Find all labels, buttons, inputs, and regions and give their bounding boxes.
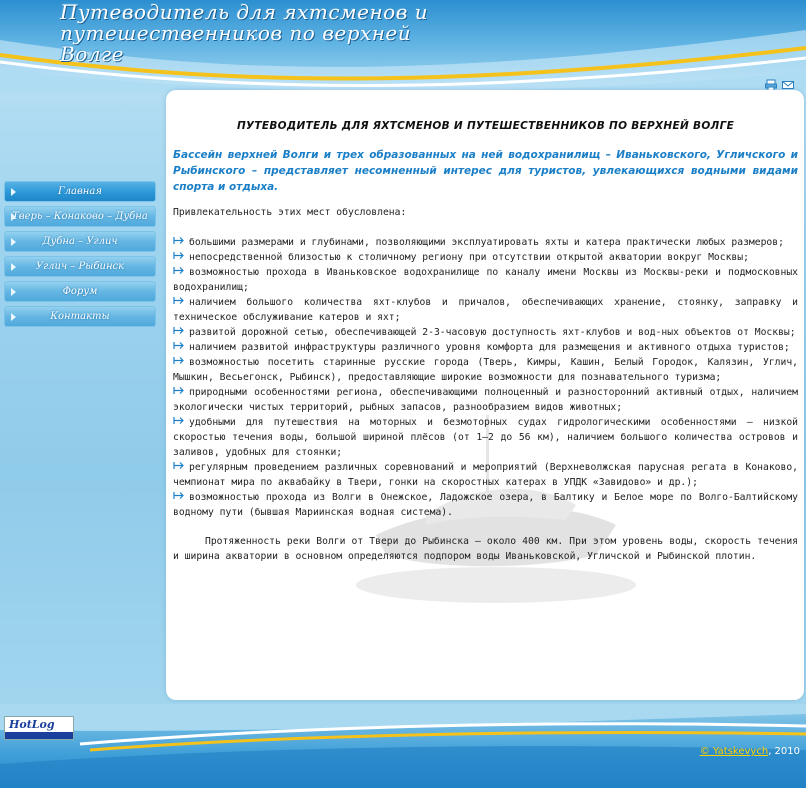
list-item-text: природными особенностями региона, обеспечивающими полноценный и разносторонний активный отдых, наличием экологически чистых территорий, рыбных запасов, разнообразием видов животных; [173, 387, 798, 413]
bullet-arrow-icon [173, 461, 185, 470]
sidebar-menu [4, 181, 156, 331]
closing-paragraph: Протяженность реки Волги от Твери до Рыбинска – около 400 км. При этом уровень воды, скорость течения и ширина акватории в основном определяются подпором воды Иваньковской, Угличской и Рыбинской плотин. [173, 536, 798, 562]
menu-item-label: Углич – Рыбинск [35, 261, 125, 272]
menu-item-contacts[interactable] [4, 306, 156, 327]
counter-label: HotLog [9, 718, 55, 731]
chevron-right-icon [11, 313, 16, 321]
intro-paragraph: Бассейн верхней Волги и трех образованных на ней водохранилищ – Иваньковского, Угличского и Рыбинского – представляет несомненный интерес для туристов, увлекающихся водными видами спорта и отдыха. [173, 149, 798, 193]
site-footer [0, 704, 806, 788]
attractions-list [173, 235, 798, 520]
list-item [173, 385, 798, 415]
print-icon[interactable] [765, 76, 777, 88]
list-item-text: удобными для путешествия на моторных и безмоторных судах гидрологическими особенностями – низкой скоростью течения воды, большой шириной плёсов (от 1–2 до 56 км), наличием большого количества островов и заливов, удобных для стоянки; [173, 417, 798, 458]
list-item [173, 265, 798, 295]
chevron-right-icon [11, 213, 16, 221]
list-item-text: регулярным проведением различных соревнований и мероприятий (Верхневолжская парусная регата в Конаково, чемпионат мира по аквабайку в Твери, гонки на скоростных катерах в УПДК «Завидово» и др.); [173, 462, 798, 488]
copyright-link[interactable]: © Yatskevych [699, 746, 769, 757]
menu-item-label: Главная [58, 186, 102, 197]
bullet-arrow-icon [173, 491, 185, 500]
article [173, 120, 798, 564]
top-icons [765, 76, 794, 88]
menu-item-label: Тверь – Конаково – Дубна [12, 211, 148, 222]
menu-item-home[interactable] [4, 181, 156, 202]
list-item-text: возможностью посетить старинные русские города (Тверь, Кимры, Кашин, Белый Городок, Калязин, Углич, Мышкин, Весьегонск, Рыбинск), предоставляющие широкие возможности для познавательного туризма; [173, 357, 798, 383]
copyright-year: , 2010 [768, 746, 800, 757]
mail-icon[interactable] [782, 76, 794, 88]
list-item-text: наличием развитой инфраструктуры различного уровня комфорта для размещения и активного отдыха туристов; [189, 342, 790, 353]
list-item [173, 235, 798, 250]
bullet-arrow-icon [173, 416, 185, 425]
bullet-arrow-icon [173, 251, 185, 260]
menu-item-label: Форум [62, 286, 98, 297]
menu-item-dubna-uglich[interactable] [4, 231, 156, 252]
list-item [173, 490, 798, 520]
menu-item-uglich-rybinsk[interactable] [4, 256, 156, 277]
list-item [173, 460, 798, 490]
list-item-text: наличием большого количества яхт-клубов и причалов, обеспечивающих хранение, стоянку, заправку и техническое обслуживание катеров и яхт; [173, 297, 798, 323]
chevron-right-icon [11, 188, 16, 196]
bullet-arrow-icon [173, 236, 185, 245]
menu-item-label: Контакты [50, 311, 110, 322]
list-item-text: развитой дорожной сетью, обеспечивающей 2-3-часовую доступность яхт-клубов и вод-ных объектов от Москвы; [189, 327, 796, 338]
list-item [173, 250, 798, 265]
bullet-arrow-icon [173, 356, 185, 365]
counter-bar [5, 732, 73, 739]
bullet-arrow-icon [173, 296, 185, 305]
bullet-arrow-icon [173, 266, 185, 275]
lead-sentence: Привлекательность этих мест обусловлена: [173, 207, 407, 218]
main-content [166, 90, 804, 700]
bullet-arrow-icon [173, 386, 185, 395]
list-item-text: возможностью прохода из Волги в Онежское, Ладожское озера, в Балтику и Белое море по Волго-Балтийскому водному пути (бывшая Мариинская водная система). [173, 492, 798, 518]
chevron-right-icon [11, 263, 16, 271]
list-item-text: непосредственной близостью к столичному региону при отсутствии открытой акватории вокруг Москвы; [189, 252, 749, 263]
list-item [173, 325, 798, 340]
list-item-text: большими размерами и глубинами, позволяющими эксплуатировать яхты и катера практически любых размеров; [189, 237, 784, 248]
article-body [173, 205, 798, 564]
hotlog-counter[interactable] [4, 716, 74, 740]
list-item [173, 340, 798, 355]
list-item [173, 415, 798, 460]
chevron-right-icon [11, 288, 16, 296]
copyright [700, 746, 800, 757]
chevron-right-icon [11, 238, 16, 246]
menu-item-label: Дубна – Углич [42, 236, 118, 247]
footer-wave-decoration [0, 704, 806, 788]
list-item-text: возможностью прохода в Иваньковское водохранилище по каналу имени Москвы из Москвы-реки и подмосковных водохранилищ; [173, 267, 798, 293]
site-header [0, 0, 806, 92]
menu-item-forum[interactable] [4, 281, 156, 302]
bullet-arrow-icon [173, 326, 185, 335]
list-item [173, 355, 798, 385]
menu-item-tver-konakovo-dubna[interactable] [4, 206, 156, 227]
list-item [173, 295, 798, 325]
site-title: Путеводитель для яхтсменов и путешественников по верхней Волге [60, 0, 429, 66]
page-title: ПУТЕВОДИТЕЛЬ ДЛЯ ЯХТСМЕНОВ И ПУТЕШЕСТВЕННИКОВ ПО ВЕРХНЕЙ ВОЛГЕ [236, 120, 735, 132]
bullet-arrow-icon [173, 341, 185, 350]
